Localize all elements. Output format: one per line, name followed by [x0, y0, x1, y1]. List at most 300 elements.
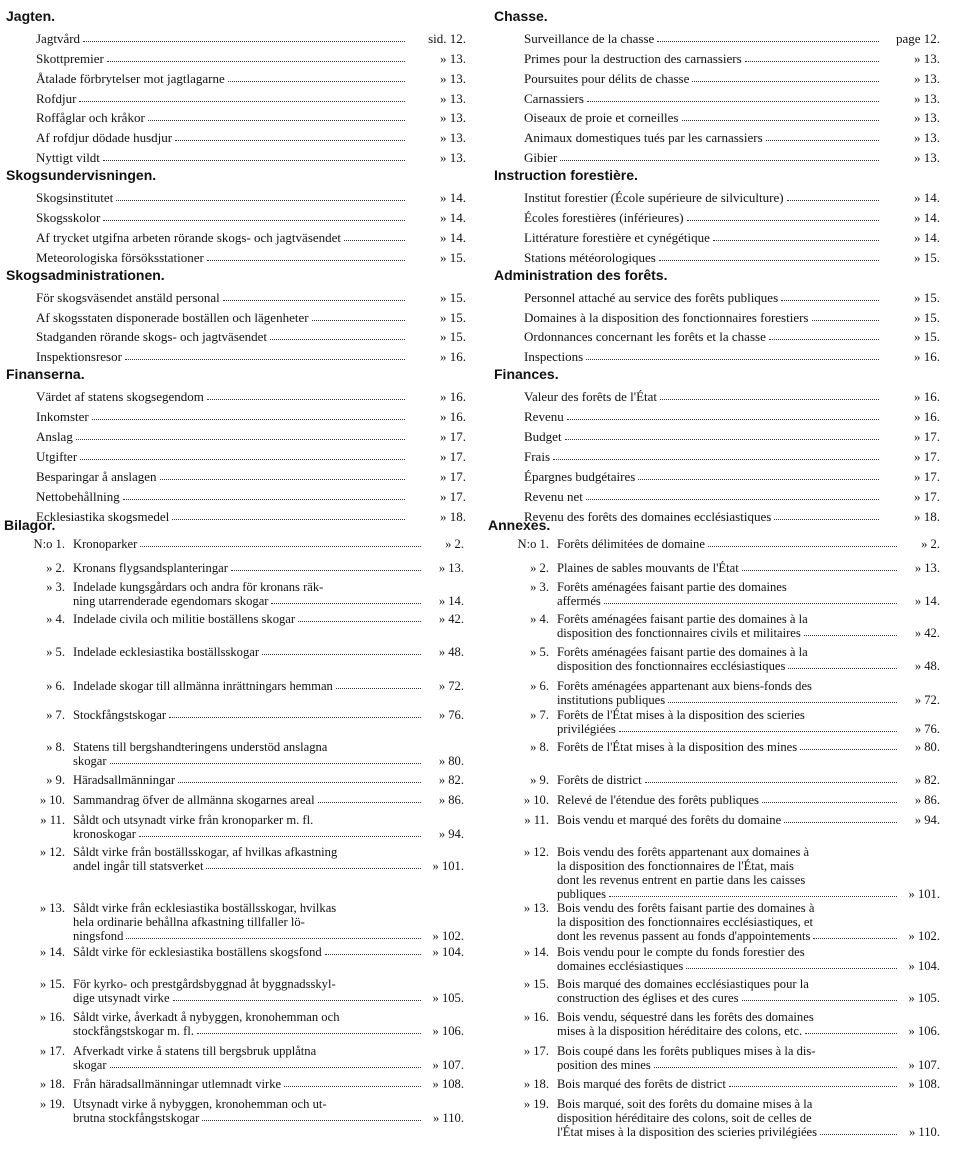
annex-line: dige utsynadt virke [73, 991, 170, 1005]
annex-line: Kronoparker [73, 537, 138, 551]
page-ref: » 14. [914, 190, 940, 206]
entry-label: Primes pour la destruction des carnassiers [524, 50, 742, 66]
toc-entry [494, 225, 940, 245]
page-ref: » 48. [438, 645, 464, 659]
annex-line: Såldt virke från boställsskogar, af hvilkas afkastning [73, 845, 338, 859]
section-heading: Jagten. [6, 8, 56, 24]
annex-number: » 9. [46, 773, 65, 787]
annex-number: N:o 1. [517, 537, 549, 551]
dot-leader [125, 359, 405, 360]
annex-text [555, 813, 940, 827]
annex-entry [10, 580, 464, 608]
annex-entry [494, 901, 940, 943]
annex-text [555, 740, 940, 754]
toc-entry [6, 205, 466, 225]
annex-text [71, 645, 464, 659]
entry-label: Personnel attaché au service des forêts publiques [524, 289, 779, 305]
page-ref: » 13. [440, 150, 466, 166]
annex-last-line [71, 708, 464, 722]
annex-last-line [71, 793, 464, 807]
entry-label: Oiseaux de proie et corneilles [524, 110, 679, 126]
annex-number: » 19. [39, 1097, 65, 1111]
annex-text [555, 793, 940, 807]
annex-entry [10, 708, 464, 722]
annex-line: Forêts de l'État mises à la disposition des scieries [557, 708, 805, 722]
page-ref: » 13. [914, 130, 940, 146]
dot-leader [682, 120, 880, 121]
dot-leader [686, 968, 897, 969]
annex-number: » 4. [530, 612, 549, 626]
annex-entry [494, 773, 940, 787]
dot-leader [713, 240, 879, 241]
page-ref: » 110. [908, 1125, 940, 1139]
page-ref: » 13. [914, 50, 940, 66]
toc-column-french [494, 6, 940, 524]
entry-label: Stadganden rörande skogs- och jagtväsendet [36, 329, 268, 345]
dot-leader [638, 479, 879, 480]
dot-leader [173, 1000, 421, 1001]
annex-number: N:o 1. [33, 537, 65, 551]
annex-last-line [555, 537, 940, 551]
page-ref: » 86. [914, 793, 940, 807]
annex-text [71, 708, 464, 722]
dot-leader [654, 1067, 897, 1068]
toc-entry [494, 384, 940, 404]
dot-leader [178, 782, 421, 783]
annex-text [71, 1077, 464, 1091]
page-ref: » 2. [921, 537, 940, 551]
annex-last-line [555, 959, 940, 973]
annex-number: » 11. [40, 813, 65, 827]
toc-entry [494, 125, 940, 145]
entry-label: Revenu net [524, 488, 583, 504]
annex-text [555, 1077, 940, 1091]
page-ref: » 72. [914, 693, 940, 707]
annex-line: brutna stockfångstskogar [73, 1111, 200, 1125]
annex-text [71, 679, 464, 693]
annex-text [71, 537, 464, 551]
dot-leader [223, 300, 405, 301]
entry-label: Stations météorologiques [524, 249, 656, 265]
annex-line: ningsfond [73, 929, 124, 943]
annex-last-line [555, 813, 940, 827]
dot-leader [729, 1086, 897, 1087]
dot-leader [787, 200, 879, 201]
annex-text [555, 679, 940, 707]
annex-text [555, 901, 940, 943]
annex-entry [494, 845, 940, 901]
dot-leader [103, 160, 405, 161]
dot-leader [774, 519, 879, 520]
annex-last-line [555, 1125, 940, 1139]
annex-text [555, 580, 940, 608]
toc-entry [6, 125, 466, 145]
annex-entry [494, 612, 940, 640]
annex-number: » 3. [46, 580, 65, 594]
dot-leader [262, 654, 421, 655]
dot-leader [231, 570, 421, 571]
annex-last-line [555, 1077, 940, 1091]
page-ref: » 94. [438, 827, 464, 841]
annex-last-line [71, 827, 464, 841]
annex-line: Häradsallmänningar [73, 773, 176, 787]
dot-leader [83, 41, 405, 42]
dot-leader [284, 1086, 421, 1087]
entry-label: Anslag [36, 429, 73, 445]
toc-entry [6, 464, 466, 484]
annex-number: » 14. [39, 945, 65, 959]
dot-leader [553, 459, 879, 460]
toc-entry [6, 86, 466, 106]
page-ref: » 13. [440, 70, 466, 86]
toc-entry [6, 66, 466, 86]
section-heading: Finances. [494, 366, 559, 383]
page-ref: » 76. [438, 708, 464, 722]
annex-number: » 11. [524, 813, 549, 827]
entry-label: Surveillance de la chasse [524, 30, 655, 46]
toc-entry [6, 325, 466, 345]
page-ref: » 15. [440, 289, 466, 305]
entry-label: Besparingar å anslagen [36, 468, 157, 484]
dot-leader [805, 1033, 897, 1034]
annex-text [555, 945, 940, 973]
annex-line: Indelade kungsgårdars och andra för kronans räk- [73, 580, 324, 594]
dot-leader [762, 802, 897, 803]
toc-entry [494, 106, 940, 126]
annex-last-line [71, 1111, 464, 1125]
entry-label: Af skogsstaten disponerade boställen och lägenheter [36, 309, 309, 325]
entry-label: Skottpremier [36, 50, 104, 66]
dot-leader [107, 61, 405, 62]
entry-label: Utgifter [36, 448, 78, 464]
page-ref: » 13. [914, 90, 940, 106]
dot-leader [126, 938, 421, 939]
annex-last-line [71, 945, 464, 959]
entry-label: Rofdjur [36, 90, 77, 106]
entry-label: Littérature forestière et cynégétique [524, 229, 710, 245]
annex-line: affermés [557, 594, 601, 608]
annex-line: stockfångstskogar m. fl. [73, 1024, 195, 1038]
annex-number: » 2. [46, 561, 65, 575]
dot-leader [79, 101, 405, 102]
annex-last-line [555, 773, 940, 787]
section-heading: Skogsadministrationen. [6, 266, 165, 283]
page-ref: » 13. [440, 90, 466, 106]
page-ref: » 15. [914, 329, 940, 345]
page-ref: » 14. [914, 594, 940, 608]
dot-leader [169, 717, 421, 718]
toc-entry [6, 225, 466, 245]
dot-leader [110, 763, 421, 764]
annex-number: » 17. [39, 1044, 65, 1058]
annex-text [555, 537, 940, 551]
annex-line: skogar [73, 1058, 107, 1072]
toc-entry [6, 384, 466, 404]
annex-line: skogar [73, 754, 107, 768]
annex-line: dont les revenus passent au fonds d'appointements [557, 929, 811, 943]
annex-last-line [555, 594, 940, 608]
annex-entry [10, 679, 464, 693]
annex-number: » 18. [523, 1077, 549, 1091]
toc-entry [6, 285, 466, 305]
annex-line: privilégiées [557, 722, 616, 736]
annex-entry [494, 793, 940, 807]
page-ref: » 82. [438, 773, 464, 787]
annex-line: la disposition des fonctionnaires de l'État, mais [557, 859, 794, 873]
annex-entry [494, 708, 940, 736]
annex-line: Bois vendu des forêts faisant partie des domaines à [557, 901, 815, 915]
toc-entry [494, 484, 940, 504]
entry-label: Domaines à la disposition des fonctionnaires forestiers [524, 309, 809, 325]
annex-line: Stockfångstskogar [73, 708, 167, 722]
annex-number: » 5. [530, 645, 549, 659]
annex-line: construction des églises et des cures [557, 991, 739, 1005]
annex-last-line [555, 561, 940, 575]
page-ref: » 72. [438, 679, 464, 693]
toc-entry [494, 245, 940, 265]
annex-number: » 14. [523, 945, 549, 959]
section-heading: Finanserna. [6, 366, 85, 383]
annex-number: » 13. [523, 901, 549, 915]
annex-line: disposition des fonctionnaires ecclésiastiques [557, 659, 786, 673]
toc-entry [494, 205, 940, 225]
annex-line: position des mines [557, 1058, 651, 1072]
entry-label: Af rofdjur dödade husdjur [36, 130, 173, 146]
dot-leader [645, 782, 897, 783]
annex-text [555, 845, 940, 901]
annex-line: Statens till bergshandteringens understöd anslagna [73, 740, 328, 754]
dot-leader [742, 1000, 897, 1001]
page-ref: » 106. [432, 1024, 464, 1038]
dot-leader [92, 419, 405, 420]
dot-leader [586, 499, 879, 500]
annex-line: l'État mises à la disposition des scieries privilégiées [557, 1125, 818, 1139]
annex-heading: Annexes. [488, 517, 551, 533]
annex-number: » 12. [39, 845, 65, 859]
annex-entry [494, 945, 940, 973]
annex-number: » 15. [39, 977, 65, 991]
annex-line: Forêts de l'État mises à la disposition des mines [557, 740, 798, 754]
annex-number: » 15. [523, 977, 549, 991]
page-ref: » 15. [440, 309, 466, 325]
page-ref: » 42. [438, 612, 464, 626]
entry-label: Af trycket utgifna arbeten rörande skogs- och jagtväsendet [36, 229, 342, 245]
dot-leader [160, 479, 405, 480]
annex-line: Forêts aménagées faisant partie des domaines [557, 580, 787, 594]
annex-last-line [71, 754, 464, 768]
annex-text [71, 612, 464, 626]
toc-entry [6, 245, 466, 265]
annex-number: » 17. [523, 1044, 549, 1058]
page-ref: » 106. [908, 1024, 940, 1038]
annex-line: Bois marqué des forêts de district [557, 1077, 726, 1091]
annex-line: Bois marqué, soit des forêts du domaine mises à la [557, 1097, 813, 1111]
annex-number: » 7. [530, 708, 549, 722]
annex-text [71, 1044, 464, 1072]
page-ref: » 48. [914, 659, 940, 673]
dot-leader [565, 439, 879, 440]
annex-line: disposition des fonctionnaires civils et militaires [557, 626, 801, 640]
page-ref: » 105. [908, 991, 940, 1005]
dot-leader [298, 621, 421, 622]
annex-text [555, 1010, 940, 1038]
page-ref: » 15. [914, 289, 940, 305]
toc-entry [494, 285, 940, 305]
annex-text [555, 612, 940, 640]
annex-entry [10, 901, 464, 943]
annex-line: la disposition des fonctionnaires ecclésiastiques, et [557, 915, 814, 929]
dot-leader [687, 220, 879, 221]
annex-last-line [71, 773, 464, 787]
annex-line: Bois vendu et marqué des forêts du domaine [557, 813, 782, 827]
toc-entry [494, 46, 940, 66]
toc-entry [6, 145, 466, 165]
page-ref: sid. 12. [428, 30, 466, 46]
annex-text [71, 1010, 464, 1038]
dot-leader [812, 320, 880, 321]
toc-entry [6, 106, 466, 126]
annex-last-line [555, 991, 940, 1005]
page-ref: page 12. [895, 30, 940, 46]
annex-line: Utsynadt virke å nybyggen, kronohemman och ut- [73, 1097, 327, 1111]
annex-line: Såldt virke från ecklesiastika boställsskogar, hvilkas [73, 901, 337, 915]
annex-number: » 10. [39, 793, 65, 807]
annex-entry [10, 1097, 464, 1125]
annex-entry [10, 740, 464, 768]
page-ref: » 102. [432, 929, 464, 943]
annex-last-line [71, 1024, 464, 1038]
entry-label: Institut forestier (École supérieure de silviculture) [524, 190, 784, 206]
dot-leader [202, 1120, 421, 1121]
page-ref: » 13. [440, 130, 466, 146]
annex-text [71, 845, 464, 873]
annex-text [71, 561, 464, 575]
dot-leader [148, 120, 405, 121]
annex-heading: Bilagor. [4, 517, 56, 533]
annex-line: institutions publiques [557, 693, 666, 707]
page-ref: » 16. [440, 409, 466, 425]
dot-leader [207, 399, 405, 400]
annex-line: Indelade civila och militie boställens skogar [73, 612, 296, 626]
annex-number: » 19. [523, 1097, 549, 1111]
annex-last-line [555, 1058, 940, 1072]
toc-entry [6, 484, 466, 504]
section-heading: Skogsundervisningen. [6, 167, 157, 184]
page-ref: » 108. [908, 1077, 940, 1091]
annex-line: Bois vendu, séquestré dans les forêts des domaines [557, 1010, 814, 1024]
annex-last-line [71, 1077, 464, 1091]
page-ref: » 17. [440, 468, 466, 484]
annex-last-line [71, 929, 464, 943]
section-heading: Chasse. [494, 8, 548, 24]
annex-entry [494, 1010, 940, 1038]
annex-last-line [555, 722, 940, 736]
annex-line: Forêts de district [557, 773, 642, 787]
dot-leader [587, 101, 879, 102]
annex-number: » 7. [46, 708, 65, 722]
toc-entry [6, 185, 466, 205]
entry-label: Åtalade förbrytelser mot jagtlagarne [36, 70, 225, 86]
annex-line: Indelade skogar till allmänna inrättningars hemman [73, 679, 333, 693]
annex-line: Forêts aménagées appartenant aux biens-fonds des [557, 679, 812, 693]
page-ref: » 16. [914, 349, 940, 365]
annex-number: » 16. [39, 1010, 65, 1024]
dot-leader [742, 570, 897, 571]
entry-label: För skogsväsendet anstäld personal [36, 289, 220, 305]
annex-text [71, 813, 464, 841]
annex-entry [10, 645, 464, 659]
toc-entry [494, 464, 940, 484]
dot-leader [80, 459, 405, 460]
toc-entry [494, 26, 940, 46]
entry-label: Ecklesiastika skogsmedel [36, 508, 170, 524]
dot-leader [312, 320, 405, 321]
annex-number: » 16. [523, 1010, 549, 1024]
annex-entry [10, 1010, 464, 1038]
page-ref: » 101. [432, 859, 464, 873]
annex-number: » 3. [530, 580, 549, 594]
dot-leader [110, 1067, 421, 1068]
annex-entry [494, 679, 940, 707]
toc-entry [6, 444, 466, 464]
entry-label: Gibier [524, 150, 558, 166]
toc-entry [494, 404, 940, 424]
page-ref: » 16. [440, 349, 466, 365]
dot-leader [560, 160, 879, 161]
dot-leader [76, 439, 405, 440]
annex-line: Forêts aménagées faisant partie des domaines à la [557, 645, 808, 659]
page-ref: » 13. [440, 110, 466, 126]
dot-leader [609, 896, 897, 897]
page-ref: » 17. [914, 448, 940, 464]
annex-text [71, 945, 464, 959]
annex-line: Relevé de l'étendue des forêts publiques [557, 793, 759, 807]
page-ref: » 15. [440, 329, 466, 345]
annex-line: mises à la disposition héréditaire des colons, etc. [557, 1024, 803, 1038]
annex-number: » 13. [39, 901, 65, 915]
toc-entry [494, 325, 940, 345]
annex-last-line [555, 1024, 940, 1038]
annex-last-line [71, 594, 464, 608]
dot-leader [197, 1033, 421, 1034]
annex-last-line [555, 929, 940, 943]
annex-entry [494, 1044, 940, 1072]
annex-line: Bois vendu pour le compte du fonds forestier des [557, 945, 805, 959]
annex-last-line [555, 693, 940, 707]
toc-entry [494, 344, 940, 364]
annex-line: kronoskogar [73, 827, 136, 841]
page-ref: » 13. [914, 70, 940, 86]
annex-last-line [71, 645, 464, 659]
page-ref: » 13. [914, 150, 940, 166]
page-ref: » 110. [432, 1111, 464, 1125]
annex-entry [10, 612, 464, 626]
annex-entry [10, 793, 464, 807]
page-ref: » 16. [914, 389, 940, 405]
annex-entry [10, 537, 464, 551]
entry-label: Nettobehållning [36, 488, 120, 504]
entry-label: Valeur des forêts de l'État [524, 389, 658, 405]
annex-last-line [71, 537, 464, 551]
entry-label: Frais [524, 448, 550, 464]
annex-line: dont les revenus entrent en partie dans les caisses [557, 873, 806, 887]
dot-leader [800, 749, 897, 750]
annex-text [555, 1044, 940, 1072]
annex-text [71, 580, 464, 608]
toc-entry [494, 305, 940, 325]
dot-leader [270, 339, 405, 340]
annex-last-line [71, 991, 464, 1005]
